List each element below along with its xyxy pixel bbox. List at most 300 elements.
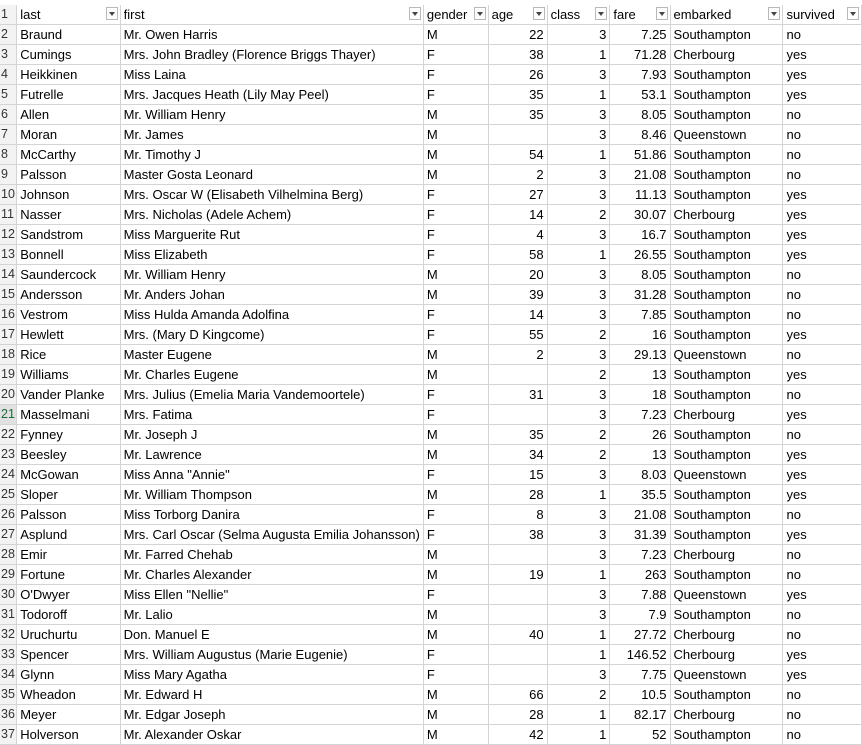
row-number[interactable]: 27 (0, 525, 17, 545)
cell-first[interactable]: Mrs. Oscar W (Elisabeth Vilhelmina Berg) (120, 185, 423, 205)
cell-age[interactable]: 66 (488, 685, 547, 705)
cell-gender[interactable]: M (423, 345, 488, 365)
column-header-age[interactable] (488, 5, 547, 25)
cell-class[interactable]: 3 (547, 185, 610, 205)
cell-survived[interactable]: yes (783, 45, 862, 65)
row-number[interactable]: 25 (0, 485, 17, 505)
cell-embarked[interactable]: Southampton (670, 565, 783, 585)
cell-fare[interactable]: 31.28 (610, 285, 670, 305)
cell-embarked[interactable]: Queenstown (670, 585, 783, 605)
cell-first[interactable]: Mrs. (Mary D Kingcome) (120, 325, 423, 345)
cell-embarked[interactable]: Southampton (670, 485, 783, 505)
cell-embarked[interactable]: Southampton (670, 225, 783, 245)
cell-last[interactable]: Sandstrom (17, 225, 120, 245)
cell-embarked[interactable]: Queenstown (670, 665, 783, 685)
cell-last[interactable]: Masselmani (17, 405, 120, 425)
cell-last[interactable]: Braund (17, 25, 120, 45)
cell-first[interactable]: Mr. Edgar Joseph (120, 705, 423, 725)
cell-last[interactable]: O'Dwyer (17, 585, 120, 605)
cell-class[interactable]: 3 (547, 465, 610, 485)
column-header-embarked[interactable] (670, 5, 783, 25)
cell-fare[interactable]: 35.5 (610, 485, 670, 505)
cell-gender[interactable]: F (423, 465, 488, 485)
cell-first[interactable]: Mr. Alexander Oskar (120, 725, 423, 745)
row-number[interactable]: 35 (0, 685, 17, 705)
cell-age[interactable] (488, 585, 547, 605)
cell-gender[interactable]: M (423, 105, 488, 125)
cell-survived[interactable]: no (783, 705, 862, 725)
cell-class[interactable]: 3 (547, 405, 610, 425)
cell-class[interactable]: 3 (547, 545, 610, 565)
row-number[interactable]: 9 (0, 165, 17, 185)
filter-dropdown-icon[interactable] (409, 7, 421, 20)
row-number[interactable]: 26 (0, 505, 17, 525)
column-header-survived[interactable] (783, 5, 862, 25)
row-number[interactable]: 14 (0, 265, 17, 285)
cell-first[interactable]: Mr. Lawrence (120, 445, 423, 465)
cell-age[interactable]: 38 (488, 525, 547, 545)
cell-first[interactable]: Master Gosta Leonard (120, 165, 423, 185)
cell-gender[interactable]: F (423, 645, 488, 665)
cell-gender[interactable]: F (423, 505, 488, 525)
cell-embarked[interactable]: Southampton (670, 325, 783, 345)
cell-embarked[interactable]: Cherbourg (670, 205, 783, 225)
column-header-last[interactable] (17, 5, 120, 25)
row-number[interactable]: 29 (0, 565, 17, 585)
cell-survived[interactable]: yes (783, 525, 862, 545)
cell-last[interactable]: Allen (17, 105, 120, 125)
cell-survived[interactable]: no (783, 385, 862, 405)
cell-age[interactable]: 54 (488, 145, 547, 165)
cell-age[interactable]: 35 (488, 105, 547, 125)
cell-fare[interactable]: 21.08 (610, 505, 670, 525)
filter-dropdown-icon[interactable] (533, 7, 545, 20)
cell-gender[interactable]: F (423, 305, 488, 325)
cell-age[interactable]: 2 (488, 165, 547, 185)
cell-first[interactable]: Mr. James (120, 125, 423, 145)
cell-gender[interactable]: M (423, 605, 488, 625)
cell-gender[interactable]: F (423, 205, 488, 225)
cell-age[interactable]: 34 (488, 445, 547, 465)
filter-dropdown-icon[interactable] (106, 7, 118, 20)
cell-first[interactable]: Mr. Edward H (120, 685, 423, 705)
cell-class[interactable]: 3 (547, 225, 610, 245)
row-number[interactable]: 8 (0, 145, 17, 165)
cell-fare[interactable]: 30.07 (610, 205, 670, 225)
cell-gender[interactable]: F (423, 65, 488, 85)
cell-gender[interactable]: F (423, 385, 488, 405)
cell-fare[interactable]: 16.7 (610, 225, 670, 245)
cell-first[interactable]: Mrs. John Bradley (Florence Briggs Thayer) (120, 45, 423, 65)
cell-age[interactable]: 35 (488, 425, 547, 445)
cell-age[interactable] (488, 605, 547, 625)
cell-age[interactable]: 42 (488, 725, 547, 745)
cell-gender[interactable]: M (423, 625, 488, 645)
cell-gender[interactable]: F (423, 225, 488, 245)
cell-gender[interactable]: M (423, 265, 488, 285)
cell-survived[interactable]: no (783, 605, 862, 625)
cell-gender[interactable]: M (423, 25, 488, 45)
cell-gender[interactable]: M (423, 685, 488, 705)
cell-fare[interactable]: 52 (610, 725, 670, 745)
cell-last[interactable]: Rice (17, 345, 120, 365)
cell-fare[interactable]: 146.52 (610, 645, 670, 665)
cell-embarked[interactable]: Southampton (670, 605, 783, 625)
cell-age[interactable]: 28 (488, 705, 547, 725)
cell-first[interactable]: Mrs. Jacques Heath (Lily May Peel) (120, 85, 423, 105)
cell-age[interactable] (488, 645, 547, 665)
cell-fare[interactable]: 71.28 (610, 45, 670, 65)
column-header-gender[interactable] (423, 5, 488, 25)
cell-last[interactable]: Cumings (17, 45, 120, 65)
cell-gender[interactable]: F (423, 85, 488, 105)
cell-class[interactable]: 3 (547, 305, 610, 325)
cell-fare[interactable]: 51.86 (610, 145, 670, 165)
cell-age[interactable]: 58 (488, 245, 547, 265)
cell-embarked[interactable]: Southampton (670, 265, 783, 285)
row-number[interactable]: 37 (0, 725, 17, 745)
cell-class[interactable]: 1 (547, 625, 610, 645)
cell-gender[interactable]: F (423, 585, 488, 605)
cell-class[interactable]: 3 (547, 65, 610, 85)
cell-last[interactable]: Futrelle (17, 85, 120, 105)
cell-fare[interactable]: 18 (610, 385, 670, 405)
cell-fare[interactable]: 16 (610, 325, 670, 345)
cell-fare[interactable]: 10.5 (610, 685, 670, 705)
cell-last[interactable]: Johnson (17, 185, 120, 205)
row-number[interactable]: 10 (0, 185, 17, 205)
cell-survived[interactable]: yes (783, 585, 862, 605)
cell-gender[interactable]: M (423, 705, 488, 725)
cell-fare[interactable]: 7.23 (610, 545, 670, 565)
row-number[interactable]: 6 (0, 105, 17, 125)
cell-survived[interactable]: no (783, 505, 862, 525)
cell-last[interactable]: Holverson (17, 725, 120, 745)
cell-survived[interactable]: no (783, 725, 862, 745)
cell-last[interactable]: Fynney (17, 425, 120, 445)
filter-dropdown-icon[interactable] (595, 7, 607, 20)
cell-first[interactable]: Mrs. Fatima (120, 405, 423, 425)
cell-last[interactable]: McGowan (17, 465, 120, 485)
cell-fare[interactable]: 11.13 (610, 185, 670, 205)
cell-age[interactable]: 22 (488, 25, 547, 45)
cell-last[interactable]: Saundercock (17, 265, 120, 285)
cell-survived[interactable]: no (783, 425, 862, 445)
cell-class[interactable]: 1 (547, 725, 610, 745)
cell-fare[interactable]: 26.55 (610, 245, 670, 265)
row-number[interactable]: 15 (0, 285, 17, 305)
cell-last[interactable]: Moran (17, 125, 120, 145)
cell-gender[interactable]: M (423, 425, 488, 445)
cell-survived[interactable]: no (783, 305, 862, 325)
cell-gender[interactable]: M (423, 285, 488, 305)
cell-age[interactable]: 8 (488, 505, 547, 525)
cell-first[interactable]: Mr. Lalio (120, 605, 423, 625)
row-number[interactable]: 34 (0, 665, 17, 685)
cell-embarked[interactable]: Southampton (670, 365, 783, 385)
cell-embarked[interactable]: Southampton (670, 305, 783, 325)
cell-first[interactable]: Miss Ellen "Nellie" (120, 585, 423, 605)
row-number[interactable]: 13 (0, 245, 17, 265)
cell-gender[interactable]: F (423, 185, 488, 205)
cell-class[interactable]: 3 (547, 125, 610, 145)
cell-embarked[interactable]: Southampton (670, 185, 783, 205)
cell-embarked[interactable]: Southampton (670, 245, 783, 265)
cell-age[interactable]: 39 (488, 285, 547, 305)
cell-survived[interactable]: yes (783, 645, 862, 665)
cell-survived[interactable]: no (783, 125, 862, 145)
cell-first[interactable]: Master Eugene (120, 345, 423, 365)
cell-age[interactable]: 27 (488, 185, 547, 205)
cell-fare[interactable]: 82.17 (610, 705, 670, 725)
row-number[interactable]: 20 (0, 385, 17, 405)
cell-embarked[interactable]: Southampton (670, 385, 783, 405)
cell-embarked[interactable]: Cherbourg (670, 645, 783, 665)
cell-gender[interactable]: M (423, 365, 488, 385)
filter-dropdown-icon[interactable] (768, 7, 780, 20)
cell-class[interactable]: 3 (547, 525, 610, 545)
cell-survived[interactable]: yes (783, 325, 862, 345)
cell-first[interactable]: Mr. Timothy J (120, 145, 423, 165)
cell-embarked[interactable]: Southampton (670, 65, 783, 85)
cell-class[interactable]: 3 (547, 165, 610, 185)
cell-age[interactable]: 20 (488, 265, 547, 285)
cell-last[interactable]: Williams (17, 365, 120, 385)
cell-embarked[interactable]: Southampton (670, 285, 783, 305)
row-number[interactable]: 31 (0, 605, 17, 625)
cell-class[interactable]: 3 (547, 385, 610, 405)
cell-class[interactable]: 2 (547, 365, 610, 385)
cell-embarked[interactable]: Cherbourg (670, 45, 783, 65)
cell-fare[interactable]: 26 (610, 425, 670, 445)
cell-embarked[interactable]: Southampton (670, 85, 783, 105)
cell-survived[interactable]: yes (783, 445, 862, 465)
row-number[interactable]: 32 (0, 625, 17, 645)
cell-fare[interactable]: 7.85 (610, 305, 670, 325)
cell-age[interactable]: 2 (488, 345, 547, 365)
cell-embarked[interactable]: Southampton (670, 105, 783, 125)
cell-age[interactable] (488, 365, 547, 385)
row-number[interactable]: 16 (0, 305, 17, 325)
cell-class[interactable]: 3 (547, 285, 610, 305)
cell-age[interactable]: 38 (488, 45, 547, 65)
row-number[interactable]: 1 (0, 5, 17, 25)
cell-gender[interactable]: F (423, 45, 488, 65)
cell-age[interactable]: 55 (488, 325, 547, 345)
cell-class[interactable]: 2 (547, 205, 610, 225)
cell-class[interactable]: 3 (547, 665, 610, 685)
row-number[interactable]: 24 (0, 465, 17, 485)
cell-class[interactable]: 2 (547, 445, 610, 465)
cell-last[interactable]: Emir (17, 545, 120, 565)
cell-gender[interactable]: M (423, 145, 488, 165)
row-number[interactable]: 7 (0, 125, 17, 145)
cell-age[interactable] (488, 665, 547, 685)
cell-embarked[interactable]: Queenstown (670, 345, 783, 365)
cell-last[interactable]: Meyer (17, 705, 120, 725)
cell-fare[interactable]: 7.75 (610, 665, 670, 685)
cell-class[interactable]: 2 (547, 325, 610, 345)
cell-class[interactable]: 2 (547, 685, 610, 705)
cell-age[interactable] (488, 545, 547, 565)
cell-class[interactable]: 3 (547, 605, 610, 625)
cell-age[interactable]: 28 (488, 485, 547, 505)
cell-last[interactable]: Asplund (17, 525, 120, 545)
cell-embarked[interactable]: Southampton (670, 685, 783, 705)
cell-last[interactable]: Nasser (17, 205, 120, 225)
cell-class[interactable]: 3 (547, 505, 610, 525)
cell-embarked[interactable]: Queenstown (670, 465, 783, 485)
cell-embarked[interactable]: Southampton (670, 725, 783, 745)
cell-last[interactable]: Wheadon (17, 685, 120, 705)
cell-survived[interactable]: no (783, 625, 862, 645)
cell-survived[interactable]: yes (783, 205, 862, 225)
cell-last[interactable]: Palsson (17, 505, 120, 525)
cell-embarked[interactable]: Southampton (670, 525, 783, 545)
cell-last[interactable]: Uruchurtu (17, 625, 120, 645)
cell-survived[interactable]: yes (783, 65, 862, 85)
cell-first[interactable]: Mr. Charles Eugene (120, 365, 423, 385)
cell-fare[interactable]: 7.9 (610, 605, 670, 625)
cell-gender[interactable]: F (423, 525, 488, 545)
cell-fare[interactable]: 8.05 (610, 265, 670, 285)
cell-last[interactable]: Heikkinen (17, 65, 120, 85)
cell-first[interactable]: Miss Anna "Annie" (120, 465, 423, 485)
cell-first[interactable]: Don. Manuel E (120, 625, 423, 645)
cell-fare[interactable]: 8.05 (610, 105, 670, 125)
cell-first[interactable]: Miss Torborg Danira (120, 505, 423, 525)
cell-first[interactable]: Miss Hulda Amanda Adolfina (120, 305, 423, 325)
cell-first[interactable]: Mrs. William Augustus (Marie Eugenie) (120, 645, 423, 665)
row-number[interactable]: 30 (0, 585, 17, 605)
cell-first[interactable]: Mr. Farred Chehab (120, 545, 423, 565)
cell-last[interactable]: Glynn (17, 665, 120, 685)
cell-gender[interactable]: M (423, 125, 488, 145)
cell-class[interactable]: 1 (547, 145, 610, 165)
cell-survived[interactable]: no (783, 345, 862, 365)
cell-gender[interactable]: M (423, 545, 488, 565)
cell-age[interactable]: 14 (488, 305, 547, 325)
cell-last[interactable]: Sloper (17, 485, 120, 505)
cell-age[interactable]: 15 (488, 465, 547, 485)
cell-class[interactable]: 1 (547, 245, 610, 265)
cell-class[interactable]: 1 (547, 85, 610, 105)
cell-embarked[interactable]: Cherbourg (670, 405, 783, 425)
cell-first[interactable]: Mr. Owen Harris (120, 25, 423, 45)
cell-survived[interactable]: no (783, 685, 862, 705)
cell-fare[interactable]: 263 (610, 565, 670, 585)
cell-first[interactable]: Mrs. Carl Oscar (Selma Augusta Emilia Johansson) (120, 525, 423, 545)
cell-last[interactable]: Bonnell (17, 245, 120, 265)
row-number[interactable]: 11 (0, 205, 17, 225)
cell-fare[interactable]: 29.13 (610, 345, 670, 365)
cell-embarked[interactable]: Cherbourg (670, 545, 783, 565)
row-number[interactable]: 36 (0, 705, 17, 725)
row-number[interactable]: 19 (0, 365, 17, 385)
cell-fare[interactable]: 31.39 (610, 525, 670, 545)
cell-first[interactable]: Mr. William Henry (120, 105, 423, 125)
cell-survived[interactable]: yes (783, 485, 862, 505)
row-number[interactable]: 4 (0, 65, 17, 85)
cell-age[interactable]: 40 (488, 625, 547, 645)
cell-age[interactable] (488, 125, 547, 145)
cell-fare[interactable]: 21.08 (610, 165, 670, 185)
cell-age[interactable]: 19 (488, 565, 547, 585)
cell-survived[interactable]: yes (783, 85, 862, 105)
column-header-first[interactable] (120, 5, 423, 25)
cell-embarked[interactable]: Cherbourg (670, 705, 783, 725)
cell-gender[interactable]: F (423, 325, 488, 345)
cell-survived[interactable]: yes (783, 465, 862, 485)
cell-first[interactable]: Miss Marguerite Rut (120, 225, 423, 245)
cell-last[interactable]: Fortune (17, 565, 120, 585)
cell-last[interactable]: Todoroff (17, 605, 120, 625)
cell-first[interactable]: Mrs. Julius (Emelia Maria Vandemoortele) (120, 385, 423, 405)
cell-age[interactable]: 14 (488, 205, 547, 225)
cell-class[interactable]: 1 (547, 645, 610, 665)
cell-class[interactable]: 3 (547, 25, 610, 45)
cell-last[interactable]: Vestrom (17, 305, 120, 325)
cell-first[interactable]: Mr. William Thompson (120, 485, 423, 505)
cell-survived[interactable]: no (783, 105, 862, 125)
cell-age[interactable]: 4 (488, 225, 547, 245)
cell-first[interactable]: Mrs. Nicholas (Adele Achem) (120, 205, 423, 225)
cell-age[interactable]: 31 (488, 385, 547, 405)
cell-survived[interactable]: no (783, 545, 862, 565)
cell-first[interactable]: Mr. Charles Alexander (120, 565, 423, 585)
cell-first[interactable]: Mr. Anders Johan (120, 285, 423, 305)
cell-last[interactable]: Hewlett (17, 325, 120, 345)
row-number[interactable]: 28 (0, 545, 17, 565)
cell-fare[interactable]: 7.23 (610, 405, 670, 425)
cell-embarked[interactable]: Southampton (670, 165, 783, 185)
cell-age[interactable]: 35 (488, 85, 547, 105)
cell-survived[interactable]: yes (783, 245, 862, 265)
cell-embarked[interactable]: Southampton (670, 445, 783, 465)
row-number[interactable]: 17 (0, 325, 17, 345)
cell-last[interactable]: Beesley (17, 445, 120, 465)
cell-last[interactable]: Vander Planke (17, 385, 120, 405)
cell-class[interactable]: 3 (547, 585, 610, 605)
cell-first[interactable]: Miss Laina (120, 65, 423, 85)
cell-survived[interactable]: yes (783, 665, 862, 685)
filter-dropdown-icon[interactable] (847, 7, 859, 20)
cell-first[interactable]: Mr. Joseph J (120, 425, 423, 445)
cell-last[interactable]: Palsson (17, 165, 120, 185)
cell-survived[interactable]: yes (783, 185, 862, 205)
cell-fare[interactable]: 13 (610, 365, 670, 385)
cell-survived[interactable]: yes (783, 225, 862, 245)
cell-gender[interactable]: M (423, 165, 488, 185)
row-number[interactable]: 2 (0, 25, 17, 45)
cell-first[interactable]: Miss Mary Agatha (120, 665, 423, 685)
cell-class[interactable]: 3 (547, 345, 610, 365)
cell-survived[interactable]: no (783, 285, 862, 305)
cell-last[interactable]: McCarthy (17, 145, 120, 165)
cell-fare[interactable]: 13 (610, 445, 670, 465)
cell-fare[interactable]: 7.93 (610, 65, 670, 85)
cell-class[interactable]: 2 (547, 425, 610, 445)
cell-fare[interactable]: 7.88 (610, 585, 670, 605)
cell-fare[interactable]: 8.03 (610, 465, 670, 485)
cell-embarked[interactable]: Southampton (670, 425, 783, 445)
row-number[interactable]: 33 (0, 645, 17, 665)
row-number[interactable]: 22 (0, 425, 17, 445)
cell-class[interactable]: 1 (547, 705, 610, 725)
cell-fare[interactable]: 8.46 (610, 125, 670, 145)
cell-class[interactable]: 1 (547, 485, 610, 505)
cell-fare[interactable]: 53.1 (610, 85, 670, 105)
